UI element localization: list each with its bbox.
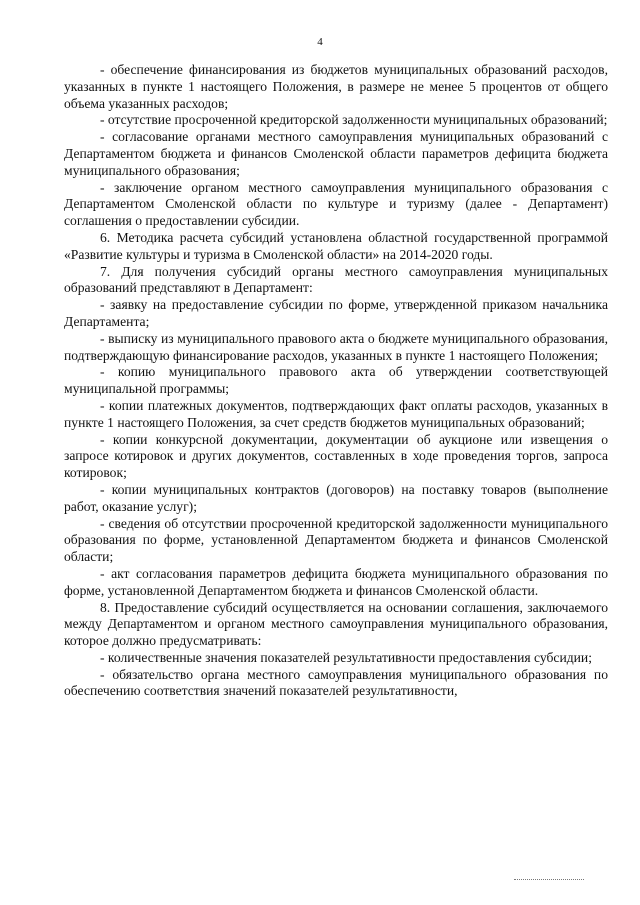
paragraph: - заявку на предоставление субсидии по форме, утвержденной приказом начальника Департамента; [64, 297, 608, 329]
paragraph: - сведения об отсутствии просроченной кредиторской задолженности муниципального образования по форме, установленной Департаментом бюджета и финансов Смоленской области; [64, 515, 608, 565]
paragraph: - акт согласования параметров дефицита бюджета муниципального образования по форме, установленной Департаментом бюджета и финансов Смоленской области. [64, 565, 608, 598]
paragraph-section-7: 7. Для получения субсидий органы местного самоуправления муниципальных образований представляют в Департамент: [64, 263, 608, 296]
paragraph: - заключение органом местного самоуправления муниципального образования с Департаментом Смоленской области по культуре и туризму (далее - Департамент) соглашения о предоставлении субсидии. [64, 179, 608, 229]
paragraph-section-6: 6. Методика расчета субсидий установлена областной государственной программой «Развитие культуры и туризма в Смоленской области» на 2014-2020 годы. [64, 229, 608, 262]
scan-artifact-mark [514, 873, 584, 880]
paragraph: - согласование органами местного самоуправления муниципальных образований с Департаментом бюджета и финансов Смоленской области параметров дефицита бюджета муниципального образования; [64, 129, 608, 178]
paragraph: - копии платежных документов, подтверждающих факт оплаты расходов, указанных в пункте 1 настоящего Положения, за счет средств бюджетов муниципальных образований; [64, 397, 608, 430]
paragraph: - копии муниципальных контрактов (договоров) на поставку товаров (выполнение работ, оказание услуг); [64, 481, 608, 514]
paragraph: - количественные значения показателей результативности предоставления субсидии; [100, 649, 592, 665]
paragraph: - обязательство органа местного самоуправления муниципального образования по обеспечению соответствия значений показателей результативности, [64, 666, 608, 699]
page-number: 4 [317, 36, 323, 48]
paragraph: - копию муниципального правового акта об утверждении соответствующей муниципальной программы; [64, 364, 608, 397]
paragraph-section-8: 8. Предоставление субсидий осуществляется на основании соглашения, заключаемого между Департаментом и органом местного самоуправления муниципального образования, которое должно предусматривать: [64, 599, 608, 649]
paragraph: - выписку из муниципального правового акта о бюджете муниципального образования, подтверждающую финансирование расходов, указанных в пункте 1 настоящего Положения; [64, 330, 608, 363]
document-body [64, 62, 608, 700]
paragraph: - обеспечение финансирования из бюджетов муниципальных образований расходов, указанных в пункте 1 настоящего Положения, в размере не менее 5 процентов от общего объема указанных расходов; [64, 62, 608, 111]
paragraph: - копии конкурсной документации, документации об аукционе или извещения о запросе котировок и других документов, составленных в ходе проведения торгов, запроса котировок; [64, 431, 608, 481]
paragraph: - отсутствие просроченной кредиторской задолженности муниципальных образований; [100, 112, 608, 128]
